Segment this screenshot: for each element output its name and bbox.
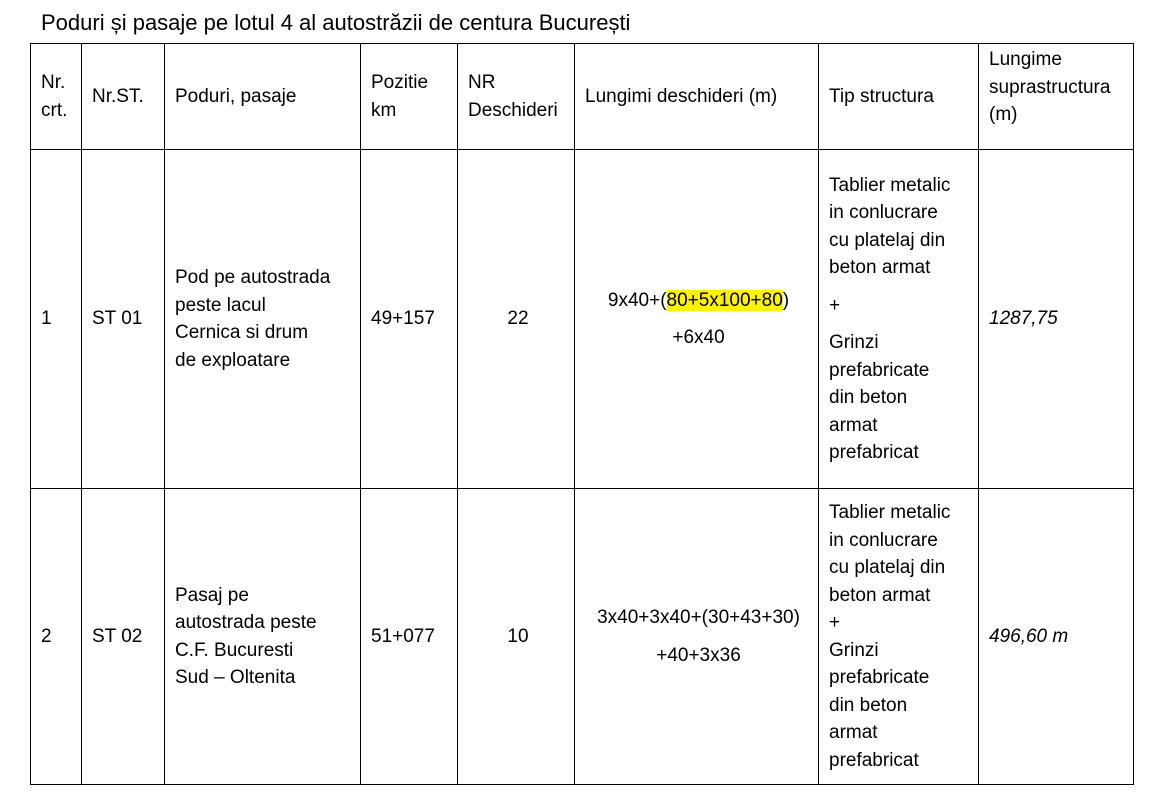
header-nr-crt-line2: crt. (41, 99, 68, 121)
cell-nr-deschideri (458, 489, 575, 785)
cell-nr (31, 150, 82, 489)
cell-spans (575, 489, 819, 785)
row-pozitie: 51+077 (371, 625, 435, 647)
header-nr-st-label: Nr.ST. (92, 85, 144, 107)
cell-name (165, 150, 361, 489)
header-tip-label: Tip structura (829, 85, 934, 107)
table-header-row (31, 44, 1134, 150)
header-lungimi (575, 44, 819, 150)
structure-line: in conlucrare (829, 529, 938, 551)
cell-spans (575, 150, 819, 489)
spans-highlighted: 80+5x100+80 (666, 289, 783, 311)
bridges-table (30, 43, 1134, 785)
cell-pozitie (361, 150, 458, 489)
header-poduri (165, 44, 361, 150)
row-spans-line2: +6x40 (672, 327, 725, 348)
cell-st (82, 489, 165, 785)
structure-line: Grinzi (829, 332, 879, 353)
structure-line: beton armat (829, 584, 931, 606)
cell-length (979, 489, 1134, 785)
structure-gap (829, 282, 972, 292)
structure-line: prefabricat (829, 442, 919, 463)
row-length: 1287,75 (989, 308, 1058, 330)
header-lungimi-label: Lungimi deschideri (m) (585, 85, 778, 107)
row-name-line: Pasaj pe (175, 584, 249, 606)
table-row (31, 150, 1134, 489)
row-st: ST 02 (92, 625, 143, 647)
structure-line: prefabricate (829, 667, 930, 688)
cell-structure (819, 150, 979, 489)
structure-gap (829, 319, 972, 329)
structure-plus: + (829, 612, 841, 633)
header-lungime-supra (979, 44, 1134, 150)
row-name-line: Pod pe autostrada (175, 267, 331, 288)
cell-length (979, 150, 1134, 489)
row-name-line: Sud – Oltenita (175, 667, 296, 688)
row-nr-deschideri: 10 (507, 625, 529, 647)
structure-line: armat (829, 414, 878, 436)
row-nr: 1 (41, 308, 52, 330)
header-nr-crt (31, 44, 82, 150)
cell-nr (31, 489, 82, 785)
row-spans-line1 (585, 287, 812, 315)
header-nr-crt-line1: Nr. (41, 72, 66, 93)
header-nr-desch-line2: Deschideri (468, 99, 558, 121)
row-nr: 2 (41, 625, 52, 647)
header-lung-supra-line1: Lungime (989, 49, 1062, 70)
header-nr-deschideri (458, 44, 575, 150)
structure-line: Tablier metalic (829, 174, 951, 196)
row-name-line: de exploatare (175, 349, 291, 371)
cell-structure (819, 489, 979, 785)
table-row (31, 489, 1134, 785)
page-title: Poduri și pasaje pe lotul 4 al autostrăzii de centura București (41, 10, 631, 35)
row-name-line: Cernica si drum (175, 322, 309, 343)
structure-line: cu platelaj din (829, 557, 946, 578)
header-lung-supra-line2: suprastructura (989, 76, 1111, 98)
structure-line: Tablier metalic (829, 502, 951, 523)
cell-st (82, 150, 165, 489)
header-lung-supra-line3: (m) (989, 104, 1018, 125)
structure-line: prefabricate (829, 359, 930, 381)
cell-nr-deschideri (458, 150, 575, 489)
structure-line: din beton (829, 387, 908, 408)
row-spans-line1: 3x40+3x40+(30+43+30) (597, 607, 800, 628)
structure-plus: + (829, 294, 841, 316)
cell-pozitie (361, 489, 458, 785)
header-nr-st (82, 44, 165, 150)
spans-prefix: 9x40+( (607, 289, 667, 311)
row-name-line: C.F. Bucuresti (175, 639, 294, 661)
header-pozitie-line2: km (371, 99, 397, 121)
header-pozitie (361, 44, 458, 150)
row-spans-line2: +40+3x36 (656, 644, 741, 666)
header-poduri-label: Poduri, pasaje (175, 85, 297, 107)
structure-line: in conlucrare (829, 202, 938, 223)
row-name-line: autostrada peste (175, 612, 317, 633)
structure-line: Grinzi (829, 639, 879, 661)
structure-line: beton armat (829, 257, 931, 278)
spans-suffix: ) (782, 289, 790, 311)
row-pozitie: 49+157 (371, 308, 435, 330)
header-nr-desch-line1: NR (468, 72, 496, 93)
row-nr-deschideri: 22 (507, 308, 529, 330)
structure-line: armat (829, 722, 878, 743)
row-st: ST 01 (92, 308, 143, 330)
cell-name (165, 489, 361, 785)
structure-line: prefabricat (829, 749, 919, 771)
structure-line: din beton (829, 694, 908, 716)
row-length: 496,60 m (989, 625, 1069, 647)
header-pozitie-line1: Pozitie (371, 72, 429, 93)
header-tip (819, 44, 979, 150)
row-name-line: peste lacul (175, 294, 266, 316)
structure-line: cu platelaj din (829, 229, 946, 251)
